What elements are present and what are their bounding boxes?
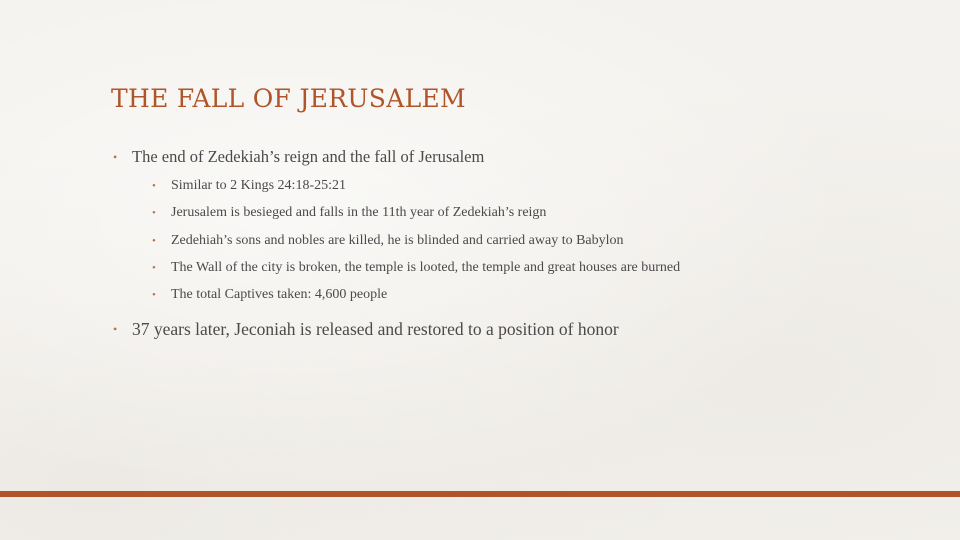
sub-bullet-item: • The total Captives taken: 4,600 people	[152, 285, 680, 305]
bullet-item-fall	[113, 146, 680, 305]
bullet-text: The end of Zedekiah’s reign and the fall of Jerusalem	[132, 147, 485, 166]
footer-accent-bar	[0, 491, 960, 497]
bullet-item-jeconiah	[113, 318, 680, 340]
sub-bullet-item: • Jerusalem is besieged and falls in the 11th year of Zedekiah’s reign	[152, 203, 680, 223]
sub-bullet-item: • Zedehiah’s sons and nobles are killed, he is blinded and carried away to Babylon	[152, 231, 680, 251]
bullet-text: 37 years later, Jeconiah is released and restored to a position of honor	[132, 319, 619, 340]
slide-title: THE FALL OF JERUSALEM	[111, 84, 466, 113]
sub-bullet-item: • Similar to 2 Kings 24:18-25:21	[152, 176, 680, 196]
sub-bullet-list	[152, 176, 680, 305]
bullet-list	[113, 146, 680, 340]
sub-bullet-item: • The Wall of the city is broken, the temple is looted, the temple and great houses are burned	[152, 258, 680, 278]
